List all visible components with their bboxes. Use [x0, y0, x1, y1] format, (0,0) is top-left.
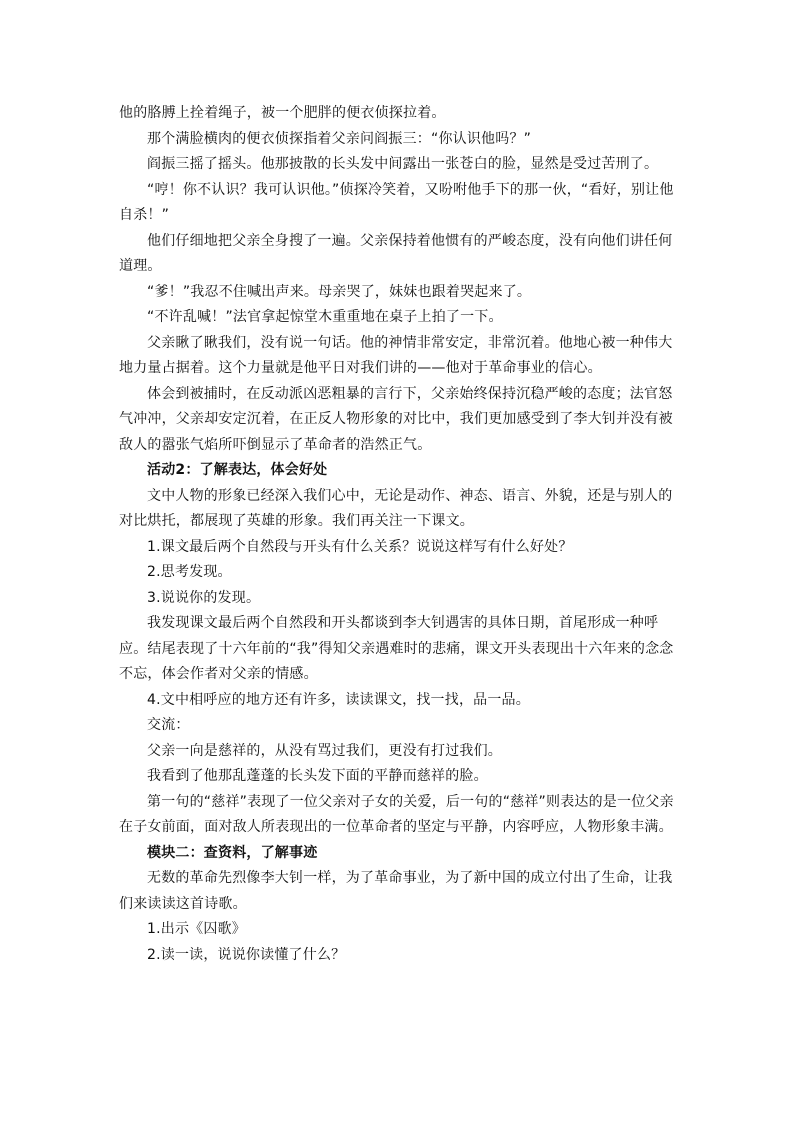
- paragraph-discovery: 我发现课文最后两个自然段和开头都谈到李大钊遇害的具体日期，首尾形成一种呼应。结尾表现了十六年前的“我”得知父亲遇难时的悲痛，课文开头表现出十六年来的念念不忘，体会作者对父亲的情感。: [119, 615, 674, 682]
- paragraph-activity-intro: 文中人物的形象已经深入我们心中，无论是动作、神态、语言、外貌，还是与别人的对比烘托，都展现了英雄的形象。我们再关注一下课文。: [119, 487, 673, 529]
- list-item-3: 3.说说你的发现。: [147, 589, 261, 606]
- paragraph-martyrs: 无数的革命先烈像李大钊一样，为了革命事业，为了新中国的成立付出了生命，让我们来读读这首诗歌。: [119, 870, 673, 912]
- list-item-2: 2.思考发现。: [147, 564, 232, 580]
- heading-activity-2: 活动2：了解表达，体会好处: [147, 462, 328, 478]
- paragraph-detective-sneer: “哼！你不认识？我可认识他。”侦探冷笑着，又吩咐他手下的那一伙，“看好，别让他自杀！”: [119, 181, 674, 223]
- heading-module-2: 模块二：查资料，了解事迹: [147, 844, 318, 861]
- paragraph-cry-father: “爹！”我忍不住喊出声来。母亲哭了，妹妹也跟着哭起来了。: [147, 283, 532, 300]
- list-item-4: 4.文中相呼应的地方还有许多，读读课文，找一找，品一品。: [147, 691, 530, 708]
- paragraph-search: 他们仔细地把父亲全身搜了一遍。父亲保持着他惯有的严峻态度，没有向他们讲任何道理。: [119, 232, 673, 274]
- paragraph-analysis-arrest: 体会到被捕时，在反动派凶恶粗暴的言行下，父亲始终保持沉稳严峻的态度；法官怒气冲冲，父亲却安定沉着，在正反人物形象的对比中，我们更加感受到了李大钊并没有被敌人的嚣张气焰所吓倒显示了革命者的浩然正气。: [119, 385, 673, 453]
- document-body: [119, 101, 679, 968]
- list-item-show-poem: 1.出示《囚歌》: [147, 921, 246, 937]
- list-item-read-poem: 2.读一读，说说你读懂了什么？: [147, 946, 346, 963]
- paragraph-exchange-label: 交流：: [147, 717, 190, 733]
- paragraph-father-calm: 父亲瞅了瞅我们，没有说一句话。他的神情非常安定，非常沉着。他地心被一种伟大地力量占据着。这个力量就是他平日对我们讲的——他对于革命事业的信心。: [119, 334, 673, 376]
- paragraph-quote-1: 父亲一向是慈祥的，从没有骂过我们，更没有打过我们。: [147, 742, 502, 759]
- paragraph-judge: “不许乱喊！”法官拿起惊堂木重重地在桌子上拍了一下。: [147, 309, 503, 325]
- paragraph-yan-zhensan: 阎振三摇了摇头。他那披散的长头发中间露出一张苍白的脸，显然是受过苦刑了。: [147, 156, 659, 172]
- paragraph-arm-rope: 他的胳膊上拴着绳子，被一个肥胖的便衣侦探拉着。: [119, 105, 446, 121]
- paragraph-quote-2: 我看到了他那乱蓬蓬的长头发下面的平静而慈祥的脸。: [147, 768, 488, 784]
- paragraph-detective-question: 那个满脸横肉的便衣侦探指着父亲问阎振三：“你认识他吗？”: [147, 130, 532, 147]
- paragraph-cixiang-analysis: 第一句的“慈祥”表现了一位父亲对子女的关爱，后一句的“慈祥”则表达的是一位父亲在子女前面，面对敌人所表现出的一位革命者的坚定与平静，内容呼应，人物形象丰满。: [119, 793, 674, 835]
- list-item-1: 1.课文最后两个自然段与开头有什么关系？说说这样写有什么好处？: [147, 538, 573, 555]
